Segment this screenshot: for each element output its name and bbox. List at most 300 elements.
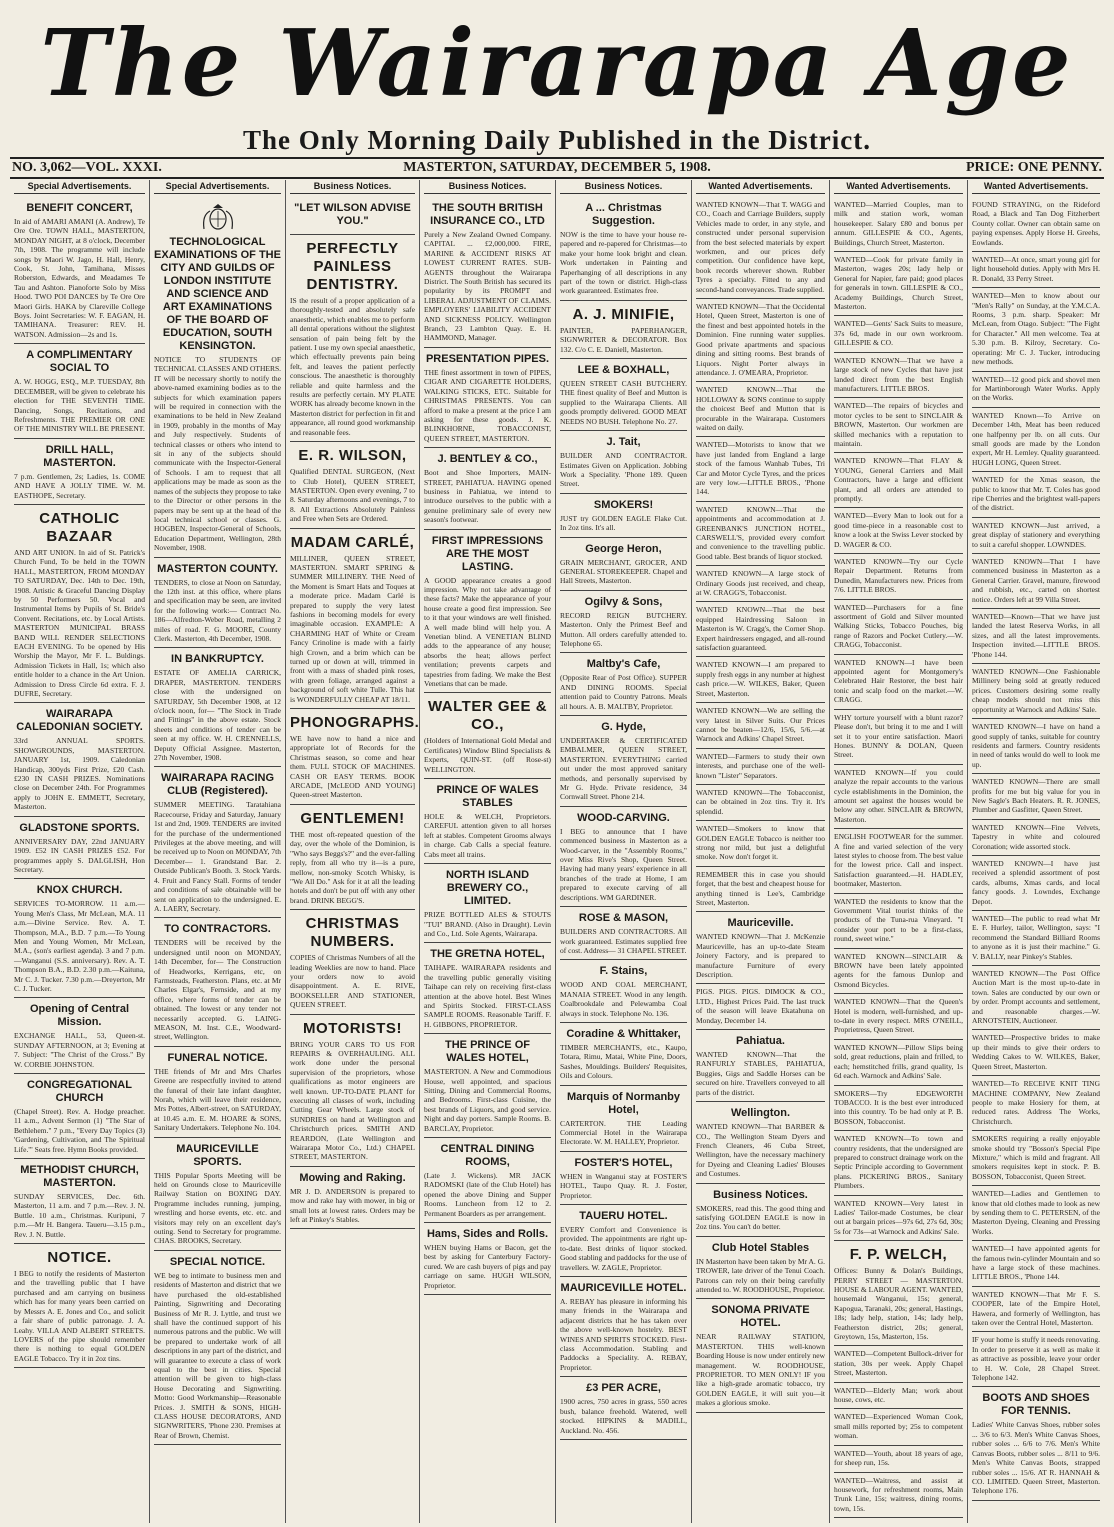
ad-body: WANTED—At once, smart young girl for light household duties. Apply with Mrs H. R. Donald, 33 Perry Street. [972, 255, 1100, 283]
ad-body: WANTED KNOWN—The Post Office Auction Mart is the most up-to-date in town. Sales are conducted by our own or by order. Prompt accounts and settlement, and reasonable charges.—W. ARNOTSTEIN, Auctioneer. [972, 969, 1100, 1026]
advertisement [14, 197, 145, 344]
advertisement [14, 1074, 145, 1159]
ad-body: WANTED—To RECEIVE KNIT TING MACHINE COMPANY, New Zealand people to make Hosiery for them, at reduced rates. Address The Works, Christchurch. [972, 1079, 1100, 1126]
ad-title: George Heron, [585, 542, 662, 555]
ad-title: Pahiatua. [736, 1035, 785, 1048]
ad-title: J. Tait, [606, 436, 641, 449]
ad-body: WANTED KNOWN—That BARBER & CO., The Wellington Steam Dyers and French Cleaners, 46 Cuba Street, Wellington, have the necessary machinery for Dyeing and Cleaning Ladies' Blouses and Costumes. [696, 1122, 825, 1179]
ad-title: Wellington. [730, 1107, 791, 1120]
advertisement [696, 912, 825, 984]
advertisement [696, 703, 825, 749]
ad-title: NORTH ISLAND BREWERY CO., LIMITED. [445, 869, 530, 908]
advertisement [560, 197, 687, 301]
ad-title: F. Stains, [599, 965, 648, 978]
advertisement [696, 382, 825, 437]
advertisement [560, 1205, 687, 1277]
advertisement [834, 600, 963, 655]
advertisement [972, 372, 1100, 408]
ad-body: WANTED—Married Couples, man to milk and station work, woman housekeeper. Salary £80 and bonus per annum. GILLESPIE & CO., Agents, Buildings, Church Street, Masterton. [834, 200, 963, 247]
column-8 [968, 180, 1104, 1523]
ad-body: Qualified DENTAL SURGEON, (Next to Club Hotel), QUEEN STREET, MASTERTON. Open every evening, 7 to 8. Saturday afternoons and evenings, 7 to 8. All Extractions Absolutely Painless and Free when Sets are Ordered. [290, 467, 415, 524]
ad-title: GLADSTONE SPORTS. [19, 821, 140, 834]
ad-body: PRIZE BOTTLED ALES & STOUTS "TUI" BRAND. (Also in Draught). Levin and Co., Ltd. Sole Agents, Wairarapa. [424, 910, 551, 938]
column-7 [830, 180, 968, 1523]
ad-title: £3 PER ACRE, [586, 1382, 661, 1395]
advertisement [834, 1086, 963, 1132]
ad-body: EVERY Comfort and Convenience is provided. The appointments are right up-to-date. Best drinks of liquor stocked. Good stabling and paddocks for the use of travellers. W. ZAGLE, Proprietor. [560, 1225, 687, 1272]
advertisement [560, 538, 687, 591]
ad-body: NOTICE TO STUDENTS OF TECHNICAL CLASSES AND OTHERS. IT will be necessary shortly to notify the above-named examining bodies as to the subjects for which examination papers will be required in connection with the examinations to be held in New Zealand in 1909, probably in the months of May and July respectively. Students of technical classes or others who intend to sit in any of the subjects should communicate with the Inspector-General of Schools. I am to request that all applications may be made as soon as the names of the subjects they propose to take to the Director or other persons in the papers may be sent up at the head of the local technical school or classes. G. HOGBEN, Inspector-General of Schools, Education Department, Wellington, 28th November, 1908. [154, 355, 281, 553]
advertisement [14, 1159, 145, 1244]
ad-body: WANTED—Farmers to study their own interests, and purchase one of the well-known "Lister" Separators. [696, 751, 825, 780]
ad-body: WE have now to hand a nice and appropriate lot of Records for the Christmas season, so come and hear them. FULL STOCK OF MACHINES. CASH OR EASY TERMS. BOOK ARCADE, [McLEOD AND YOUNG] Queen-street Masterton. [290, 734, 415, 800]
advertisement [14, 439, 145, 505]
advertisement [834, 1196, 963, 1242]
ad-title: Opening of Central Mission. [30, 1003, 129, 1029]
ad-body: Purely a New Zealand Owned Company. CAPITAL ... £2,000,000. FIRE, MARINE & ACCIDENT RISKS AT LOWEST CURRENT RATES. SUB-AGENTS throughout the Wairarapa District. The South British has secured its popularity by its PROMPT and LIBERAL ADJUSTMENT OF CLAIMS. EMPLOYERS' LIABILITY ACCIDENT AND SICKNESS POLICY. Wellington Branch, 23 Lambton Quay. E. H. HAMMOND, Manager. [424, 230, 551, 343]
ad-title: WAIRARAPA CALEDONIAN SOCIETY. [16, 708, 143, 734]
ad-body: WANTED—Elderly Man; work about house, cows, etc. [834, 1385, 963, 1405]
advertisement [560, 907, 687, 960]
ad-title: E. R. WILSON, [298, 447, 407, 465]
dateline: MASTERTON, SATURDAY, DECEMBER 5, 1908. [403, 160, 711, 175]
ad-body: WANTED—Purchasers for a fine assortment of Gold and Silver mounted Walking Sticks, Tobacco Pouches, big range of Razors and Pocket Cutlery.—W. CRAGG, Tobacconist. [834, 602, 963, 650]
ad-body: WANTED—Motorists to know that we have just landed from England a large stock of the famous Wanhab Tubes, Tri Car and Motor Cycle Tyres, and the prices are very low.—LITTLE BROS., 'Phone 144. [696, 440, 825, 497]
ad-body: MR J. D. ANDERSON is prepared to mow and rake hay with mower, in big or small lots at lowest rates. Orders may be left at Pinkey's Stables. [290, 1186, 415, 1225]
columns-area [10, 180, 1104, 1523]
advertisement [424, 864, 551, 943]
ad-body: WANTED KNOWN—That T. WAGG and CO., Coach and Carriage Builders, supply Vehicles made to order, in any style, and constructed under personal supervision from the best selected materials by expert workmen, and our prices defy competition. Our confidence have kept, book records wherever shown. Rubber Tyres a specialty. Fitted to any and second-hand conveyances. Trade supplied. [696, 200, 825, 294]
ad-body: WANTED KNOWN—That J. McKenzie Mauriceville, has an up-to-date Steam Joinery Factory, and is prepared to manufacture Furniture of every Description. [696, 932, 825, 980]
ad-body: (Opposite Rear of Post Office). SUPPER AND DINING ROOMS. Special attention paid to Country Patrons. Meals all hours. A. B. MALTBY, Proprietor. [560, 673, 687, 711]
ad-body: A. REBAY has pleasure in informing his many friends in the Wairarapa and adjacent districts that he has taken over the above well-known hostelry. BEST WINES AND SPIRITS STOCKED. First-class Accommodation. Stabling and Paddocks a Speciality. A. REBAY, Proprietor. [560, 1297, 687, 1372]
masthead-rule-top [10, 157, 1104, 159]
advertisement [972, 518, 1100, 554]
advertisement [424, 530, 551, 694]
advertisement [290, 235, 415, 442]
ad-body: NEAR RAILWAY STATION, MASTERTON. THIS well-known Boarding House is now under entirely new management. W. ROODHOUSE, PROPRIETOR. TO MEN ONLY! IF you like a high-grade aromatic tobacco, try GOLDEN EAGLE, it will suit you—it makes a glorious smoke. [696, 1332, 825, 1408]
column-6 [692, 180, 830, 1523]
ad-body: WHEN in Wanganui stay at FOSTER'S HOTEL, Taupo Quay. R. J. Foster, Proprietor. [560, 1171, 687, 1200]
advertisement [154, 197, 281, 558]
ad-body: MASTERTON. A New and Commodious House, well appointed, and spacious Sitting, Dining and Commercial Rooms, and Bedrooms. First-class Cuisine, the best brands of Liquors, and good service. Night and day porters. Sample Rooms. B. BARCLAY, Proprietor. [424, 1067, 551, 1133]
ad-body: SMOKERS requiring a really enjoyable smoke should try "Bosson's Special Pipe Mixture," which is mild and fragrant. All smokers requisites kept in stock. P. B. BOSSON, Tobacconist, Queen Street. [972, 1134, 1100, 1181]
advertisement [972, 774, 1100, 820]
ad-body: WANTED—Prospective brides to make up their minds to give their orders to Wedding Cakes to W. WILKES, Baker, Queen Street, Masterton. [972, 1033, 1100, 1071]
ad-body: WANTED KNOWN—I have just received a splendid assortment of post cards, albums, Xmas cards, and local fancy goods. J. Lowndes, Exchange Depot. [972, 858, 1100, 906]
masthead-rule-bottom [10, 177, 1104, 179]
ad-body: WANTED KNOWN—I am prepared to supply fresh eggs in any number at highest cash price.—W. WILKES, Baker, Queen Street, Masterton. [696, 660, 825, 698]
ad-title: THE SOUTH BRITISH INSURANCE CO., LTD [430, 202, 545, 227]
advertisement [424, 1034, 551, 1138]
ad-title: FOSTER'S HOTEL, [574, 1156, 673, 1169]
ad-body: In aid of AMARI AMANI (A. Andrew), Te Ore Ore. TOWN HALL, MASTERTON, MONDAY NIGHT, at 8 o'clock, December 7th, 1908. The programme will include songs by Maori W. Jago, H. Hall, Henry, Cook, St. John, Tamihana, Misses Roberston, Edwards, and Meadames Te Tau and Ashton. Pianoforte Solo by Miss Hood. TWO POI DANCES by Te Ore Ore Maori Girls. HAKA by Clareville College Boys. Joint Secretaries: W. F. EAGAN, H. TAMIHANA. Treasurer: REV. H. WATSON. Admission—2s and 1s. [14, 217, 145, 339]
ad-body: I BEG to announce that I have commenced business in Masterton as a Wood-carver, in the "Assembly Rooms," over Miss Rive's Shop, Queen Street. Having had many years' experience in all branches of the trade at Home, I am prepared to execute carving of all descriptions. WM GARDINER. [560, 826, 687, 902]
ad-body: BUILDERS AND CONTRACTORS. All work guaranteed. Estimates supplied free of cost. Address— 31 CHAPEL STREET. [560, 927, 687, 955]
ad-body: WANTED—The repairs of bicycles and motor cycles to be sent to SINCLAIR & BROWN, Masterton. Our workmen are skilled mechanics with a reputation to maintain. [834, 401, 963, 448]
advertisement [290, 529, 415, 710]
ad-title: FUNERAL NOTICE. [167, 1051, 268, 1064]
ad-title: TO CONTRACTORS. [164, 923, 271, 936]
ad-body: IF your home is stuffy it needs renovating. In order to preserve it as well as make it as attractive as possible, leave your order to H. W. Cole, 28 Chapel Street. Telephone 142. [972, 1335, 1100, 1383]
ad-body: REMEMBER this in case you should forget, that the best and cheapest house for anything tinned is Lee's, Cambridge Street, Masterton. [696, 869, 825, 907]
ad-title: Business Notices. [713, 1188, 808, 1201]
ad-body: WHY torture yourself with a blunt razor? Please don't, but bring it to me and I will set it to your entire satisfaction. Maori Hones. BUNNY & DOLAN, Queen Street. [834, 712, 963, 760]
column-header: Wanted Advertisements. [834, 180, 963, 194]
ad-body: WANTED KNOWN—We are selling the very latest in Silver Suits. Our Prices cannot be beaten—12/6, 15/6, 5/6.—at Warnock and Adkins' Chapel Street. [696, 706, 825, 744]
advertisement [560, 591, 687, 654]
newspaper-subtitle: The Only Morning Daily Published in the District. [242, 125, 872, 155]
ad-title: Coradine & Whittaker, [566, 1027, 681, 1040]
advertisement [560, 1023, 687, 1086]
advertisement [834, 1383, 963, 1410]
advertisement [834, 1241, 963, 1346]
ad-title: FIRST IMPRESSIONS ARE THE MOST LASTING. [431, 534, 544, 573]
ad-body: SUNDAY SERVICES, Dec. 6th. Masterton, 11 a.m. and 7 p.m.—Rev. J. N. Buttle. 10 a.m., Christmas. Kuripuni, 7 p.m.—Mr H. Bangera. Taueru—3.15 p.m., Rev. J. N. Buttle. [14, 1192, 145, 1239]
newspaper-title: The Wairarapa Age [40, 9, 1074, 117]
ad-body: A. W. HOGG, ESQ., M.P. TUESDAY, 8th DECEMBER, will be given to celebrate his election for THE SEVENTH TIME. Dancing, Songs, Recitations, and Refreshments. THE PREMIER OR ONE OF THE MINISTRY WILL BE PRESENT. [14, 377, 146, 434]
advertisement [560, 716, 687, 807]
ad-title: MASTERTON COUNTY. [157, 562, 278, 575]
ad-title: A ... Christmas Suggestion. [585, 202, 662, 227]
advertisement [972, 1332, 1100, 1387]
advertisement [696, 197, 825, 299]
advertisement [972, 472, 1100, 518]
ad-body: WANTED KNOWN—Very latest in Ladies' Tailor-made Costumes, be clear out at bargain prices—97s 6d, 27s 6d, 30s; 5s for 73s—at Warnock and Adkins' Sale. [834, 1198, 963, 1236]
advertisement [696, 984, 825, 1030]
ad-title: WAIRARAPA RACING CLUB (Registered). [160, 772, 275, 798]
ad-body: WANTED the residents to know that the Government Vital tourist thinks of the products of the Tuna-rua Vineyard. "I consider your port to be a first-class, round, sweet wine." [834, 896, 963, 944]
ad-title: G. Hyde, [601, 721, 646, 733]
ad-body: A GOOD appearance creates a good impression. Why not take advantage of these facts? Make the appearance of your house create a good first impression. See to it that your windows are well finished. A well made blind will help you. A Venetian blind. A VENETIAN BLIND adds to the appearance of any house; absorbs the heat; allows perfect ventilation; prevents carpets and tapestries from fading. We make the Best Venetians that can be made. [424, 575, 551, 689]
ad-title: A. J. MINIFIE, [572, 305, 675, 323]
advertisement [834, 1409, 963, 1445]
ad-body: WANTED KNOWN—That FLAY & YOUNG, General Carriers and Mail Contractors, have a large and efficient plant, and all orders are attended to promptly. [834, 456, 963, 503]
advertisement [834, 353, 963, 399]
ad-body: 1900 acres, 750 acres in grass, 550 acres bush, balance freehold. Watered, well stocked. HIPKINS & MADILL, Auckland. No. 456. [560, 1397, 687, 1435]
ad-body: WANTED KNOWN—If you could analyze the repair accounts to the various cycle establishments in the Dominion, the amount set against the houses would be below any other. SINCLAIR & BROWN, Masterton. [834, 767, 963, 824]
advertisement [834, 197, 963, 252]
advertisement [972, 1287, 1100, 1333]
advertisement [696, 1299, 825, 1412]
ad-body: WANTED—Cook for private family in Masterton, wages 20s; lady help or General for Napier, fare paid; good places for generals in town. GILLESPIE & CO., Academy Buildings, Church Street, Masterton. [834, 255, 963, 312]
advertisement [834, 554, 963, 600]
ad-body: MILLINER, QUEEN STREET, MASTERTON. SMART SPRING & SUMMER MILLINERY. THE Need of the Moment is Smart Hats and Toques at a moderate price. Madam Carlé is prepared to supply the very latest fashions in becoming models for every imaginable occasion. EXAMPLE: A CHARMING HAT of White or Cream Fancy Crinoline is made with a fairly high Crown, and a brim which can be turned up or down at will, trimmed in front with a mass of shaded pink roses, with green foliage, arranged against a background of soft white Tulle. This hat is WONDERFULLY CHEAP AT 18/11. [290, 553, 415, 704]
ad-body: BUILDER AND CONTRACTOR. Estimates Given on Application. Jobbing Work a Speciality. 'Phone 189. Queen Street. [560, 451, 687, 489]
advertisement [972, 1241, 1100, 1287]
ad-body: WANTED—Gents' Sack Suits to measure, 37s 6d, made in our own workroom. GILLESPIE & CO. [834, 319, 963, 348]
column-header: Business Notices. [290, 180, 415, 194]
advertisement [290, 197, 415, 235]
ad-body: WANTED KNOWN—That the Queen's Hotel is modern, well-furnished, and up-to-date in every respect. MRS O'NEILL, Proprietress, Queen Street. [834, 997, 963, 1035]
advertisement [972, 288, 1100, 371]
column-header: Business Notices. [424, 180, 551, 194]
ad-body: WANTED KNOWN—That Mr F. S. COOPER, late of the Empire Hotel, Hawera, and formerly of Wellington, has taken over the Central Hotel, Masterton. [972, 1289, 1100, 1328]
ad-title: Hams, Sides and Rolls. [426, 1228, 549, 1241]
advertisement [972, 408, 1100, 472]
ad-title: WOOD-CARVING. [577, 811, 670, 824]
ad-body: WANTED KNOWN—That we have a large stock of new Cycles that have just landed direct from the best English manufacturers. LITTLE BROS. [834, 355, 963, 393]
ad-body: WANTED KNOWN—Just arrived, a great display of stationery and everything to suit a careful shopper. LOWNDES. [972, 520, 1100, 549]
ad-body: (Late J. Wickens). MR JACK RADOMSKI (late of the Club Hotel) has opened the above Dining and Supper Rooms. Luncheon from 12 to 2. Permanent Boarders as per arrangement. [424, 1171, 551, 1218]
ad-title: WALTER GEE & CO., [427, 698, 548, 734]
advertisement [972, 197, 1100, 252]
advertisement [834, 894, 963, 949]
ad-title: NOTICE. [47, 1249, 112, 1267]
advertisement [14, 505, 145, 704]
ad-body: WANTED KNOWN—That the appointments and accommodation at J. GREENBANK'S JUNCTION HOTEL, CARSWELL'S, provided every comfort and convenience to the travelling public. Good table. Best brands of liquor stocked. [696, 504, 825, 561]
advertisement [972, 856, 1100, 911]
advertisement [696, 821, 825, 867]
ad-title: Marquis of Normanby Hotel, [566, 1090, 681, 1116]
advertisement [834, 453, 963, 508]
ad-body: Ladies' White Canvas Shoes, rubber soles ... 3/6 to 6/3. Men's White Canvas Shoes, rubber soles ... 6/6 to 7/6. Men's White Canvas Boots, rubber soles ... 8/11 to 9/6. Men's White Canvas Boots, strapped rubber soles ... 15/6. AT R. HANNAH & CO. LIMITED. Queen Street, Masterton. Telephone 176. [972, 1420, 1100, 1496]
ad-title: LEE & BOXHALL, [577, 364, 670, 377]
ad-title: METHODIST CHURCH, MASTERTON. [20, 1164, 139, 1190]
ad-body: WANTED KNOWN—To town and country residents, that the undersigned are prepared to construct drainage work on the Septic Principle according to Government plans. PICKERING BROS., Sanitary Plumbers. [834, 1134, 963, 1191]
ad-body: WANTED KNOWN—I have on hand a good supply of tanks, suitable for country residents and farmers. Country residents in need of tanks would do well to look me up. [972, 722, 1100, 769]
ad-body: WANTED—Waitress, and assist at housework, for refreshment rooms, Main Trunk Line, 15s; waitress, dining rooms, town, 15s. [834, 1475, 963, 1513]
advertisement [834, 655, 963, 710]
ad-body: WANTED KNOWN—I have been appointed agent for Montgomery's Celebrated Hair Restorer, the best hair tonic and scalp food on the market.—W. CRAGG. [834, 657, 963, 705]
ad-body: AND ART UNION. In aid of St. Patrick's Church Fund, To be held in the TOWN HALL, MASTERTON, FROM MONDAY TO SATURDAY, Dec. 14th to Dec. 19th, 1908. Artistic & Graceful Dancing Display by 50 Performers 50. Vocal and Instrumental Items by Pupils of St. Bride's Convent. Recitations, etc. by Local Artists. MASTERTON MUNICIPAL BRASS BAND WILL RENDER SELECTIONS EACH EVENING. To be opened by His Worship the Mayor, Mr F. L. Buldings. Admission Tickets in Hall, 1s; which also entitle holder to a chance in the Art Union. Admission to Dress Circle 6d extra. F. J. DUFRE, Secretary. [14, 547, 145, 699]
issue-number: NO. 3,062—VOL. XXXI. [12, 160, 162, 175]
ad-body: WANTED—Competent Bullock-driver for station, 30s per week. Apply Chapel Street, Masterton. [834, 1349, 963, 1378]
ad-body: (Holders of International Gold Medal and Certificates) Window Blind Specialists & Experts, QUIN-ST. (off Rose-st) WELLINGTON. [424, 736, 551, 774]
advertisement [696, 657, 825, 703]
advertisement [560, 1086, 687, 1152]
ad-body: WANTED KNOWN—That the best equipped Hairdressing Saloon in Masterton is W. Cragg's, the Corner Shop. Expert hairdressers engaged, and all-round satisfaction guaranteed. [696, 605, 825, 653]
ad-body: WANTED KNOWN—Try our Cycle Repair Department. Returns from Dunedin, Manufacturers new. Prices from 7/6. LITTLE BROS. [834, 557, 963, 595]
advertisement [14, 998, 145, 1074]
ad-body: WANTED—Experienced Woman Cook, small mills reported by; 25s to competent woman. [834, 1412, 963, 1441]
ad-title: GENTLEMEN! [300, 809, 405, 827]
column-header: Special Advertisements. [14, 180, 145, 194]
ad-title: IN BANKRUPTCY. [171, 653, 264, 666]
advertisement [696, 1237, 825, 1300]
ad-body: SMOKERS, read this. The good thing and satisfying GOLDEN EAGLE is now in 2oz tins. You can't do better. [696, 1203, 825, 1232]
ad-title: MADAM CARLÉ, [290, 533, 415, 551]
ad-title: SPECIAL NOTICE. [169, 1255, 266, 1268]
ad-body: WANTED KNOWN—Fine Velvets, Tapestry in white and coloured Coronation; wide assorted stock. [972, 822, 1100, 851]
ad-body: Offices: Bunny & Dolan's Buildings, PERRY STREET — MASTERTON. HOUSE & LABOUR AGENT. WANTED, housemaid Wanganui, 15s; general, Kapogua, Taranaki, 20s; general, Hastings, 18s; lady help, station, 14s; lady help, Featherston district, 20s; general, Greytown, 15s, Masterton, 15s. [834, 1266, 963, 1342]
ad-title: CONGREGATIONAL CHURCH [27, 1079, 132, 1104]
advertisement [972, 609, 1100, 664]
column-2 [150, 180, 286, 1523]
ad-body: TENDERS will be received by the undersigned until noon on MONDAY, 14th December, for— The Construction of Headworks, Kerrigans, etc, on Farmsteads, Featherston. Plans, etc. at Mr Charles Elgar's, Fernside, and at my office, where forms of tender can be obtained. The lowest or any tender not necessarily accepted. G. LAING-MEASON, M. Inst. C.E., Woodward-street, Wellington. [154, 938, 281, 1042]
advertisement [14, 703, 145, 816]
ad-title: Club Hotel Stables [711, 1241, 810, 1254]
ad-body: WANTED—12 good pick and shovel men for Martinborough Water Works. Apply on the Works. [972, 374, 1100, 403]
ad-body: PIGS. PIGS. PIGS. DIMOCK & CO., LTD., Highest Prices Paid. The last truck of the season will leave Ekatahuna on Monday, December 14. [696, 987, 825, 1025]
ad-title: SMOKERS! [593, 498, 654, 511]
advertisement [972, 252, 1100, 288]
advertisement [14, 817, 145, 880]
ad-body: WANTED KNOWN—One Fashionable Millinery being sold at greatly reduced prices. Customers desiring some really cheap models should not miss this opportunity at Warnock and Adkins' Sale. [972, 667, 1100, 714]
ad-title: Maltby's Cafe, [586, 658, 661, 671]
advertisement [696, 867, 825, 913]
price: PRICE: ONE PENNY. [966, 160, 1102, 175]
ad-title: Mowing and Raking. [299, 1171, 406, 1184]
ad-body: THIS Popular Sports Meeting will be held on Grounds close to Mauriceville Railway Station on BOXING DAY. Programme includes running, jumping, wrestling and horse events, etc. etc. and visitors may rely on an excellent day's outing. Send to Secretary for programme. CHAS. BROOKS, Secretary. [154, 1170, 281, 1246]
ad-body: WANTED KNOWN—There are small profits for me but big value for you in New Sagle's Bach Heaters. R. R. JONES, Plumber and Gasfitter, Queen Street. [972, 777, 1100, 815]
ad-title: F. P. WELCH, [849, 1246, 948, 1264]
advertisement [834, 1131, 963, 1195]
advertisement [424, 943, 551, 1034]
advertisement [560, 359, 687, 431]
ad-body: TAIHAPE. WAIRARAPA residents and the travelling public generally visiting Taihape can rely on receiving first-class attention at the above hotel. Best Wines and Spirits Stocked. FIRST-CLASS SAMPLE ROOMS. Reasonable Tariff. F. H. GIBBONS, PROPRIETOR. [424, 963, 551, 1029]
advertisement [154, 767, 281, 918]
ad-body: WANTED Known—To Arrive on December 14th, Meat has been reduced one halfpenny per lb. on all cuts. Our small goods are made by the London expert, Mr H. Lemley. Quality guaranteed. HUGH LONG, Queen Street. [972, 410, 1101, 467]
ad-body: EXCHANGE HALL, 53, Queen-st. SUNDAY AFTERNOON, at 3; Evening at 7. Subject: "The Christ of the Cross." By W. CORBIE JOHNSTON. [14, 1031, 145, 1069]
advertisement [972, 554, 1100, 609]
advertisement [560, 1377, 687, 1440]
ad-body: SMOKERS—Try EDGEWORTH TOBACCO. It is the best ever introduced into this country. To be had only at P. B. BOSSON, Tobacconist. [834, 1088, 963, 1126]
ad-body: SERVICES TO-MORROW. 11 a.m.—Young Men's Class, Mr McLean, M.A. 11 a.m.—Divine Service. Rev. A. T. Thompson, M.A., B.D. 7 p.m.—To Young Men and Young Women, Mr McLean, M.A., (son's earliest agenda). 3 and 7 p.m.—Wanganui (S.S. anniversary). Rev. A. T. Thompson B.A., B.D. 2.30 p.m.—Kaituna, Mr C. J. Tucker. 7.30 p.m.—Dreyerton, Mr C. J. Tucker. [14, 899, 145, 993]
advertisement [972, 664, 1100, 719]
advertisement [424, 1223, 551, 1295]
ad-body: I BEG to notify the residents of Masterton and the travelling public that I have purchased and am carrying on business which has for many years been carried on by Messrs A. E. Jones and Co., and solicit a fair share of public patronage. J. A. Leahy. VILLA AND ALBERT STREETS. LOVERS of the pipe should remember there is nothing to equal GOLDEN EAGLE Tobacco. Try it in 2oz tins. [14, 1269, 145, 1363]
advertisement [14, 879, 145, 998]
ad-title: PERFECTLY PAINLESS DENTISTRY. [306, 240, 399, 293]
ad-body: GRAIN MERCHANT, GROCER, AND GENERAL STOREKEEPER. Chapel and Hall Streets, Masterton. [560, 557, 687, 586]
column-header: Business Notices. [560, 180, 687, 194]
ad-title: PRINCE OF WALES STABLES [436, 784, 539, 810]
column-header: Wanted Advertisements. [972, 180, 1100, 194]
advertisement [290, 442, 415, 528]
advertisement [696, 1030, 825, 1102]
advertisement [834, 949, 963, 995]
advertisement [834, 1346, 963, 1382]
ad-body: QUEEN STREET CASH BUTCHERY. THE finest quality of Beef and Mutton is supplied to the Wairarapa Clients. All goods promptly delivered. GOOD MEAT NEEDS NO BUSH. Telephone No. 27. [560, 379, 687, 426]
ad-body: 7 p.m. Gentlemen, 2s; Ladies, 1s. COME AND HAVE A JOLLY TIME. W. M. EASTHOPE, Secretary. [14, 471, 145, 500]
ad-body: WANTED KNOWN—The Tobacconist, can be obtained in 2oz tins. Try it. It's splendid. [696, 787, 825, 816]
ad-title: CHRISTMAS NUMBERS. [305, 915, 400, 951]
advertisement [696, 1184, 825, 1237]
advertisement [834, 1446, 963, 1473]
ad-body: WANTED for the Xmas season, the public to know that Mr. T. Coles has good ripe Cherries and the brightest wall-papers of the district. [972, 475, 1100, 513]
advertisement [560, 431, 687, 494]
ad-title: BENEFIT CONCERT, [26, 202, 133, 214]
ad-title: Mauriceville. [727, 917, 794, 930]
advertisement [696, 785, 825, 821]
ad-body: WANTED—Ladies and Gentlemen to know that old clothes made to look as new by sending them to C. PETERSEN, of the Masterton Dyeing, Cleaning and Pressing Works. [972, 1189, 1100, 1236]
ad-body: WHEN buying Hams or Bacon, get the best by asking for Canterbury Factory-cured. We are cash buyers of pigs and pay carriage on same. HUGH WILSON, Proprietor. [424, 1243, 551, 1290]
advertisement [972, 719, 1100, 774]
advertisement [972, 1131, 1100, 1186]
advertisement [696, 437, 825, 501]
ad-body: 33rd ANNUAL SPORTS. SHOWGROUNDS, MASTERTON. JANUARY 1st, 1909. Caledonian Handicap, 300yds First Prize, £20 Cash. £230 IN CASH PRIZES. Nominations close on December 24th. For Programmes apply to JOHN E. EMMETT, Secretary, Masterton. [14, 736, 145, 812]
advertisement [834, 508, 963, 554]
ad-body: THE most oft-repeated question of the day, over the whole of the Dominion, is "Who says Beggs's?" and the ever-falling reply, from all who try it—is a pure, mellow, non-smoky Scotch Whisky, is "We All Do." Ask for it at all the leading hotels and don't be put off with any other brand. DRINK BEGG'S. [290, 829, 415, 905]
advertisement [290, 910, 415, 1014]
ad-title: PHONOGRAPHS. [290, 714, 420, 732]
ad-title: MOTORISTS! [303, 1019, 402, 1037]
ad-title: THE PRINCE OF WALES HOTEL, [445, 1039, 530, 1065]
advertisement [972, 1387, 1100, 1500]
ad-title: PRESENTATION PIPES. [425, 352, 550, 365]
advertisement [834, 765, 963, 829]
advertisement [696, 502, 825, 566]
ad-body: WANTED KNOWN—SINCLAIR & BROWN have been lately appointed agents for the famous Dunlop and Osmond Bicycles. [834, 951, 963, 989]
ad-body: THE friends of Mr and Mrs Charles Greene are respectfully invited to attend the funeral of their late infant daughter, Norah, which will leave their residence, Mrs Pottes, Albert-street, on SATURDAY, at 10.45 a.m. E. M. HOARE & SONS, Sanitary Undertakers. Telephone No. 104. [154, 1066, 281, 1133]
ad-body: WANTED KNOWN—A large stock of Ordinary Goods just received, and cheap, at W. CRAGG'S, Tobacconist. [696, 569, 825, 598]
ad-body: TIMBER MERCHANTS, etc., Kaupo, Totara, Rimu, Matai, White Pine, Doors, Sashes, Mouldings. Builders' Requisites, Oils and Colours. [560, 1042, 687, 1081]
advertisement [290, 805, 415, 910]
advertisement [560, 807, 687, 907]
column-3 [286, 180, 420, 1523]
advertisement [696, 299, 825, 382]
column-header: Wanted Advertisements. [696, 180, 825, 194]
advertisement [696, 602, 825, 657]
ad-body: IN Masterton have been taken by Mr A. G. TROWER, late driver of the Tenui Coach. Patrons can rely on their being carefully attended to. W. ROODHOUSE, Proprietor. [696, 1256, 825, 1294]
ad-title: CENTRAL DINING ROOMS, [440, 1143, 535, 1168]
advertisement [424, 348, 551, 448]
ad-body: WANTED—I have appointed agents for the famous twin-cylinder Mountain and so have a large stock of these machines. LITTLE BROS., 'Phone 144. [972, 1244, 1100, 1282]
advertisement [154, 1138, 281, 1251]
advertisement [154, 558, 281, 649]
ad-body: WANTED KNOWN—That the Occidental Hotel, Queen Street, Masterton is one of the finest and best appointed hotels in the Dominion. Fine running water supplies. Good private apartments and spacious dining and sitting rooms. Best brands of Liquors. Night Porter always in attendance. J. O'MEARA, Proprietor. [696, 302, 825, 377]
advertisement [424, 779, 551, 864]
advertisement [834, 1040, 963, 1086]
ad-body: COPIES of Christmas Numbers of all the leading Weeklies are now to hand. Place your orders now to avoid disappointment. A. E. RIVE, BOOKSELLER AND STATIONER, QUEEN STREET. [290, 953, 415, 1010]
advertisement [834, 398, 963, 453]
royal-crest-icon [198, 203, 238, 233]
advertisement [834, 710, 963, 765]
advertisement [834, 994, 963, 1040]
ad-body: WANTED—Smokers to know that GOLDEN EAGLE Tobacco is neither too strong nor mild, but just a delightful smoke. Now don't forget it. [696, 824, 825, 862]
advertisement [972, 1186, 1100, 1241]
column-1 [10, 180, 150, 1523]
ad-title: CATHOLIC BAZAAR [39, 509, 120, 545]
ad-body: WANTED KNOWN—Pillow Slips being sold, great reductions, plain and frilled, to each; hemstitched frills, grand quality, 1s 6d each. Warnock and Adkins' Sale. [834, 1042, 963, 1081]
ad-title: MAURICEVILLE HOTEL. [560, 1282, 687, 1295]
ad-title: ROSE & MASON, [578, 912, 669, 925]
ad-body: TENDERS, to close at Noon on Saturday, the 12th inst. at this office, where plans and specification may be seen, are invited for the following work:— Contract No. 186—Alfredton-Weber Road, metalling 2 miles of road. F. G. MOORE, County Clerk. Masterton, 4th December, 1908. [154, 577, 281, 643]
ad-body: JUST try GOLDEN EAGLE Flake Cut. In 2oz tins. It's all. [560, 513, 687, 533]
ad-body: ENGLISH FOOTWEAR for the summer. A fine and varied selection of the very latest styles to choose from. The best value for the lowest price. Call and inspect. Satisfaction guaranteed.—H. HADLEY, bootmaker, Masterton. [834, 832, 963, 889]
ad-title: DRILL HALL, MASTERTON. [43, 443, 116, 469]
ad-body: WANTED—The public to read what Mr E. F. Hurley, tailor, Wellington, says: "I recommend the Standard Billiard Rooms to anyone as it is just their machine." G. V. BALLY, near Pinkey's Stables. [972, 914, 1100, 961]
ad-body: UNDERTAKER & CERTIFICATED EMBALMER, QUEEN STREET, MASTERTON. EVERYTHING carried out under the most approved sanitary methods, and personally supervised by Mr G. Hyde. Private residence, 34 Cornwall Street. Phone 214. [560, 736, 687, 802]
ad-body: WANTED KNOWN—That the RANFURLY STABLES, PAHIATUA, Buggies, Gigs and Saddle Horses can be secured on hire. Travellers conveyed to all parts of the district. [696, 1050, 825, 1097]
ad-body: WE beg to intimate to business men and residents of Masterton and district that we have purchased the old-established Painting, Signwriting and Decorating Business of Mr R. J. Lyttle, and trust we shall have the continued support of his numerous patrons and the public. We will be prepared to undertake work of all descriptions in any part of the district, and will guarantee to execute a class of work equal to the best in cities. Special attention will be given to high-class House Decorating and Signwriting. Motto: Good Workmanship—Reasonable Prices. J. SMITH & SONS, HIGH-CLASS HOUSE DECORATORS, AND SIGNWRITERS, 'Phone 230. Premises at Rear of Brown, Chemist. [154, 1270, 281, 1440]
ad-title: BOOTS AND SHOES FOR TENNIS. [982, 1392, 1090, 1418]
advertisement [696, 566, 825, 602]
ad-body: (Chapel Street). Rev. A. Hodge preacher. 11 a.m., Advent Sermon (1) "The Star of Bethlehem." 7 p.m., "Every Day Topics (3) 'Gardening, Cultivation, and The Spiritual Life.'" Seats free. Hymn Books provided. [14, 1107, 145, 1154]
ad-title: SONOMA PRIVATE HOTEL. [711, 1304, 810, 1330]
advertisement [834, 316, 963, 352]
ad-title: MAURICEVILLE SPORTS. [176, 1142, 259, 1168]
ad-body: PAINTER, PAPERHANGER, SIGNWRITER & DECORATOR. Box 132. C/o C. E. Daniell, Masterton. [560, 325, 687, 354]
column-5 [556, 180, 692, 1523]
ad-body: WANTED KNOWN—That the HOLLOWAY & SONS continue to supply the choicest Beef and Mutton that is procurable in the Wairarapa. Customers waited on daily. [696, 385, 825, 432]
ad-body: BRING YOUR CARS TO US FOR REPAIRS & OVERHAULING. ALL work done under the personal supervision of the proprietors, whose qualifications as motor engineers are well known. UP-TO-DATE PLANT for executing all classes of work, including Cutting Gear Wheels. Large stock of SUNDRIES on hand at Wellington and Christchurch prices. SMITH AND REARDON, (Late Wellington and Wairarapa Motor Co., Ltd.) CHAPEL STREET, MASTERTON. [290, 1039, 415, 1162]
ad-body: ANNIVERSARY DAY, 22nd JANUARY 1909. £52 IN CASH PRIZES £52. For programmes apply S. DALGLISH, Hon Secretary. [14, 836, 145, 874]
ad-body: THE finest assortment in town of PIPES, CIGAR AND CIGARETTE HOLDERS, WALKING STICKS, ETC. Suitable for CHRISTMAS PRESENTS. You can afford to make a present at the price I am asking for these goods. J. K. BLINKHORNE, TOBACCONIST, QUEEN STREET, MASTERTON. [424, 367, 551, 443]
ad-body: WANTED—Youth, about 18 years of age, for sheep run, 15s. [834, 1448, 963, 1468]
column-4 [420, 180, 556, 1523]
advertisement [560, 960, 687, 1023]
advertisement [424, 1138, 551, 1223]
ad-title: Ogilvy & Sons, [584, 595, 663, 608]
advertisement [154, 918, 281, 1046]
ad-body: FOUND STRAYING, on the Rideford Road, a Black and Tan Dog Fitzherbert County collar. Owner can obtain same on paying expenses. Apply Horse H. Greehs, Eowlands. [972, 200, 1100, 247]
advertisement [560, 301, 687, 359]
ad-title: THE GRETNA HOTEL, [430, 948, 545, 961]
column-header: Special Advertisements. [154, 180, 281, 194]
ad-body: IS the result of a proper application of a thoroughly-tested and absolutely safe anaesthetic, which enables me to perform all dental operations without the slightest sensation of pain being felt by the patient. I use my own special anaesthetic, which effectually prevents pain being felt, and leaves the patient perfectly conscious. The anaesthetic is thoroughly reliable and quite harmless and the results are perfectly certain. MY PLATE WORK has already become known in the Masterton district for perfection in fit and appearance, all round good workmanship and reasonable fees. [290, 296, 415, 437]
